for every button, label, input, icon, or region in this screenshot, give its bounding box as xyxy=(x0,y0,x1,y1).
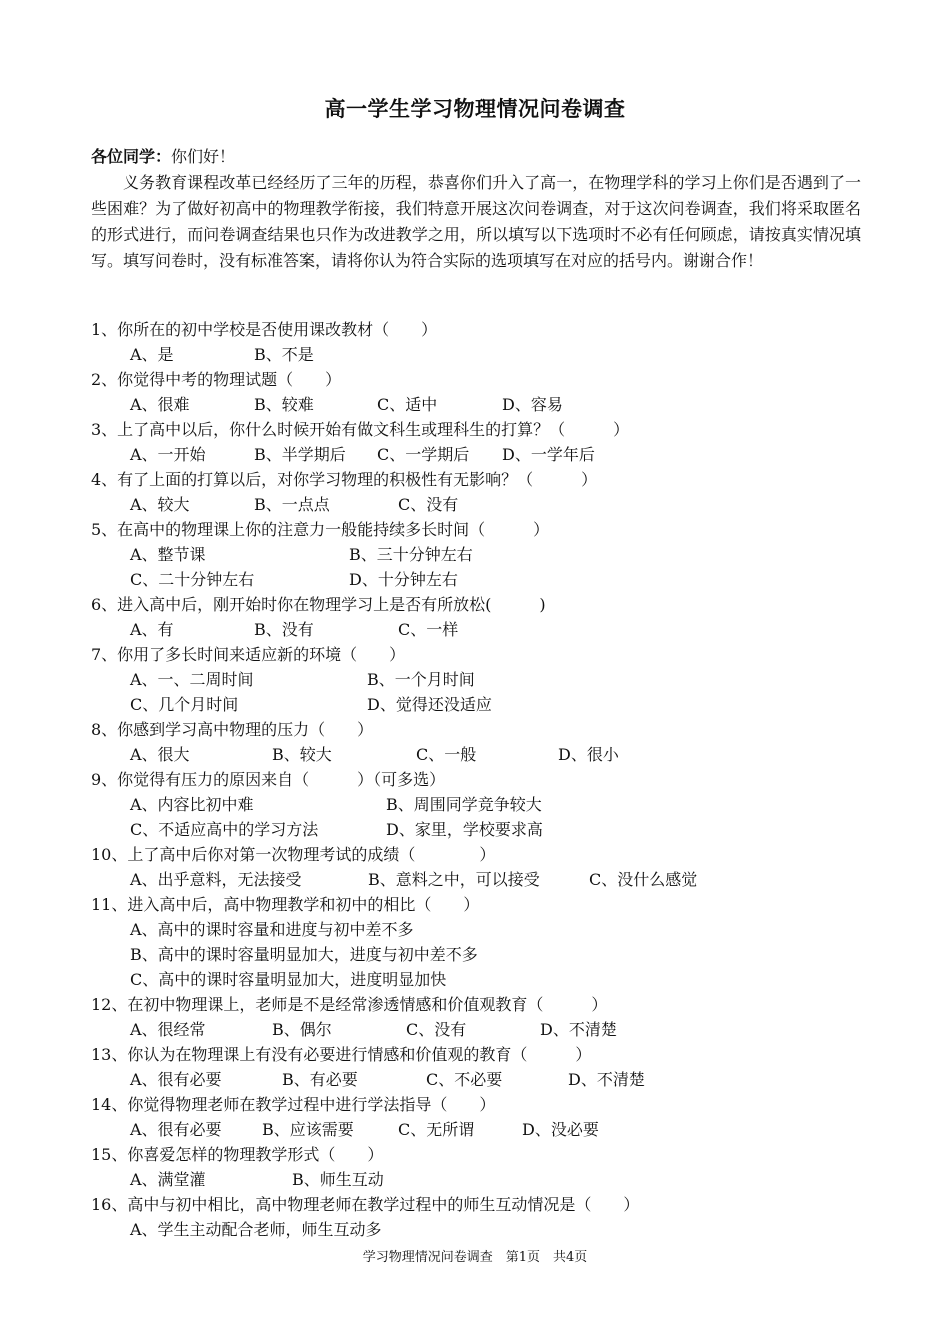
option-row xyxy=(91,967,871,992)
option-item: A、很有必要 xyxy=(130,1070,222,1089)
option-row xyxy=(91,392,871,417)
option-item: B、一个月时间 xyxy=(367,670,475,689)
question-text: 16、高中与初中相比，高中物理老师在教学过程中的师生互动情况是（ ） xyxy=(91,1195,640,1214)
option-item: B、没有 xyxy=(254,620,314,639)
option-item: C、没有 xyxy=(406,1020,467,1039)
option-row xyxy=(91,1217,871,1242)
question-text: 9、你觉得有压力的原因来自（ ）（可多选） xyxy=(91,770,446,789)
option-item: A、较大 xyxy=(130,495,190,514)
option-item: C、不适应高中的学习方法 xyxy=(130,820,319,839)
greeting-line xyxy=(91,146,235,168)
page-title: 高一学生学习物理情况问卷调查 xyxy=(324,97,626,121)
option-item: B、师生互动 xyxy=(292,1170,384,1189)
option-row xyxy=(91,542,871,567)
option-item: C、一般 xyxy=(416,745,477,764)
option-item: B、有必要 xyxy=(282,1070,358,1089)
option-row xyxy=(91,917,871,942)
option-item: A、学生主动配合老师，师生互动多 xyxy=(130,1220,382,1239)
question-text: 2、你觉得中考的物理试题（ ） xyxy=(91,370,342,389)
option-item: B、三十分钟左右 xyxy=(349,545,473,564)
option-item: A、一开始 xyxy=(130,445,206,464)
option-item: B、一点点 xyxy=(254,495,330,514)
question-text: 5、在高中的物理课上你的注意力一般能持续多长时间（ ） xyxy=(91,520,550,539)
option-item: A、是 xyxy=(130,345,174,364)
option-item: B、偶尔 xyxy=(272,1020,332,1039)
option-item: C、几个月时间 xyxy=(130,695,239,714)
option-item: A、满堂灌 xyxy=(130,1170,206,1189)
option-row xyxy=(91,667,871,692)
option-item: D、一学年后 xyxy=(502,445,595,464)
option-item: D、十分钟左右 xyxy=(349,570,458,589)
option-row xyxy=(91,1067,871,1092)
option-item: A、很经常 xyxy=(130,1020,206,1039)
option-row xyxy=(91,867,871,892)
option-item: C、一样 xyxy=(398,620,459,639)
question-text: 3、上了高中以后，你什么时候开始有做文科生或理科生的打算？（ ） xyxy=(91,420,630,439)
option-item: D、觉得还没适应 xyxy=(367,695,492,714)
option-item: B、周围同学竞争较大 xyxy=(386,795,542,814)
option-item: B、应该需要 xyxy=(262,1120,354,1139)
option-item: B、不是 xyxy=(254,345,314,364)
option-item: B、高中的课时容量明显加大，进度与初中差不多 xyxy=(130,945,478,964)
option-row xyxy=(91,742,871,767)
option-item: D、没必要 xyxy=(522,1120,599,1139)
option-item: A、有 xyxy=(130,620,174,639)
option-item: C、二十分钟左右 xyxy=(130,570,255,589)
option-row xyxy=(91,492,871,517)
option-item: A、很难 xyxy=(130,395,190,414)
option-item: A、很大 xyxy=(130,745,190,764)
option-item: C、适中 xyxy=(377,395,438,414)
greeting-recipient: 各位同学： xyxy=(91,147,172,166)
option-row xyxy=(91,342,871,367)
option-item: C、无所谓 xyxy=(398,1120,475,1139)
question-list xyxy=(91,317,871,1242)
question-text: 7、你用了多长时间来适应新的环境（ ） xyxy=(91,645,406,664)
option-row xyxy=(91,617,871,642)
question-text: 12、在初中物理课上，老师是不是经常渗透情感和价值观教育（ ） xyxy=(91,995,608,1014)
option-row xyxy=(91,442,871,467)
option-item: C、没什么感觉 xyxy=(589,870,698,889)
option-item: D、很小 xyxy=(558,745,619,764)
option-row xyxy=(91,1167,871,1192)
option-item: D、不清楚 xyxy=(540,1020,617,1039)
option-item: A、出乎意料，无法接受 xyxy=(130,870,302,889)
option-item: D、容易 xyxy=(502,395,563,414)
question-text: 15、你喜爱怎样的物理教学形式（ ） xyxy=(91,1145,384,1164)
question-text: 13、你认为在物理课上有没有必要进行情感和价值观的教育（ ） xyxy=(91,1045,592,1064)
option-item: B、较大 xyxy=(272,745,332,764)
option-item: A、内容比初中难 xyxy=(130,795,254,814)
option-item: C、没有 xyxy=(398,495,459,514)
option-item: D、家里，学校要求高 xyxy=(386,820,543,839)
question-text: 14、你觉得物理老师在教学过程中进行学法指导（ ） xyxy=(91,1095,496,1114)
option-row xyxy=(91,817,871,842)
option-item: A、整节课 xyxy=(130,545,206,564)
question-text: 11、进入高中后，高中物理教学和初中的相比（ ） xyxy=(91,895,480,914)
option-item: D、不清楚 xyxy=(568,1070,645,1089)
option-item: B、较难 xyxy=(254,395,314,414)
question-text: 4、有了上面的打算以后，对你学习物理的积极性有无影响？（ ） xyxy=(91,470,598,489)
option-item: B、半学期后 xyxy=(254,445,346,464)
option-item: A、高中的课时容量和进度与初中差不多 xyxy=(130,920,414,939)
question-text: 10、上了高中后你对第一次物理考试的成绩（ ） xyxy=(91,845,496,864)
option-item: A、一、二周时间 xyxy=(130,670,254,689)
option-row xyxy=(91,692,871,717)
option-item: C、高中的课时容量明显加大，进度明显加快 xyxy=(130,970,447,989)
greeting-hello: 你们好！ xyxy=(171,147,236,166)
option-row xyxy=(91,567,871,592)
question-text: 1、你所在的初中学校是否使用课改教材（ ） xyxy=(91,320,438,339)
option-item: B、意料之中，可以接受 xyxy=(368,870,540,889)
page-footer: 学习物理情况问卷调查 第1页 共4页 xyxy=(362,1250,588,1265)
intro-paragraph: 义务教育课程改革已经经历了三年的历程，恭喜你们升入了高一，在物理学科的学习上你们是否遇到了一些困难？为了做好初高中的物理教学衔接，我们特意开展这次问卷调查，对于这次问卷调查，我们将采取匿名的形式进行，而问卷调查结果也只作为改进教学之用，所以填写以下选项时不必有任何顾虑，请按真实情况填写。填写问卷时，没有标准答案，请将你认为符合实际的选项填写在对应的括号内。谢谢合作！ xyxy=(91,173,861,270)
option-row xyxy=(91,792,871,817)
option-row xyxy=(91,942,871,967)
option-item: A、很有必要 xyxy=(130,1120,222,1139)
option-row xyxy=(91,1117,871,1142)
option-item: C、一学期后 xyxy=(377,445,470,464)
option-row xyxy=(91,1017,871,1042)
option-item: C、不必要 xyxy=(426,1070,503,1089)
question-text: 6、进入高中后，刚开始时你在物理学习上是否有所放松( ) xyxy=(91,595,546,614)
question-text: 8、你感到学习高中物理的压力（ ） xyxy=(91,720,374,739)
